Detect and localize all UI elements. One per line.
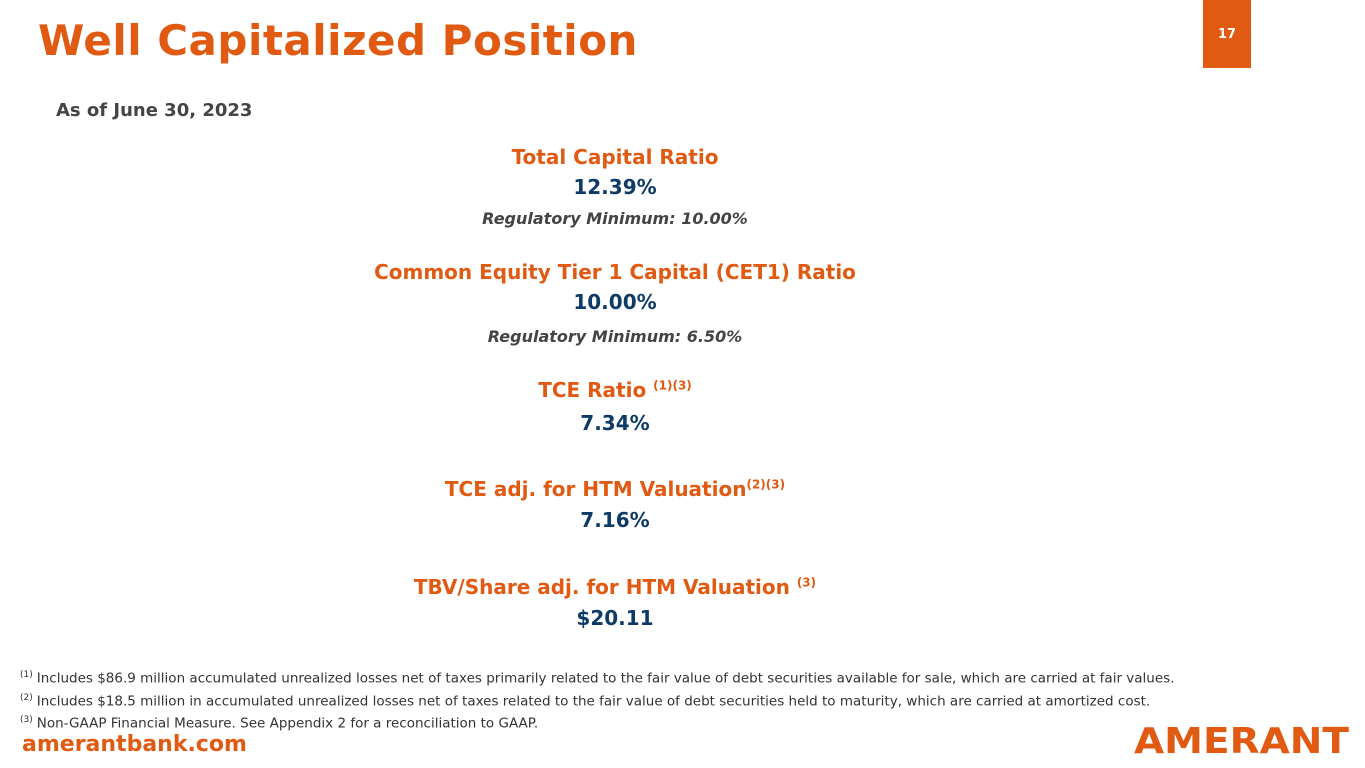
page-title: Well Capitalized Position (38, 16, 638, 65)
page-number-badge: 17 (1203, 0, 1251, 68)
total-capital-ratio-label: Total Capital Ratio (511, 145, 719, 169)
tce-adj-htm-label: TCE adj. for HTM Valuation$^{(2)(3)}$ (444, 477, 786, 501)
footnote-2-mark: (2) (20, 692, 33, 703)
footnote-3: $^{(3)}$ Non-GAAP Financial Measure. See Appendix 2 for a reconciliation to GAAP. (20, 715, 539, 732)
cet1-ratio-minimum: Regulatory Minimum: 6.50% (487, 327, 743, 346)
tbv-share-adj-htm-value: $20.11 (576, 606, 654, 630)
tbv-share-footnote-ref: (3) (796, 575, 817, 590)
tce-ratio-footnote-ref: (1)(3) (653, 378, 692, 393)
amerant-logo (1134, 722, 1349, 756)
amerant-logo-text: AMERANT (1134, 722, 1349, 756)
website-link[interactable]: amerantbank.com (22, 732, 247, 757)
as-of-date: As of June 30, 2023 (56, 100, 253, 121)
tce-ratio-label: TCE Ratio $^{(1)(3)}$ (538, 378, 692, 402)
tbv-share-adj-htm-label: TBV/Share adj. for HTM Valuation $^{(3)}$ (413, 575, 817, 599)
tce-ratio-value: 7.34% (580, 411, 650, 435)
footnote-3-mark: (3) (20, 715, 33, 725)
footnote-2: $^{(2)}$ Includes $18.5 million in accumulated unrealized losses net of taxes related to the fair value of debt securities held to maturity, which are carried at amortized cost. (20, 692, 1151, 709)
tce-adj-htm-footnote-ref: (2)(3) (746, 477, 786, 492)
cet1-ratio-label: Common Equity Tier 1 Capital (CET1) Ratio (374, 260, 856, 284)
tce-adj-htm-value: 7.16% (580, 508, 650, 532)
footnote-1: $^{(1)}$ Includes $86.9 million accumulated unrealized losses net of taxes primarily related to the fair value of debt securities available for sale, which are carried at fair values. (20, 670, 1175, 687)
footnote-1-mark: (1) (20, 670, 33, 680)
total-capital-ratio-value: 12.39% (573, 175, 657, 199)
total-capital-ratio-minimum: Regulatory Minimum: 10.00% (482, 209, 748, 228)
cet1-ratio-value: 10.00% (573, 290, 657, 314)
